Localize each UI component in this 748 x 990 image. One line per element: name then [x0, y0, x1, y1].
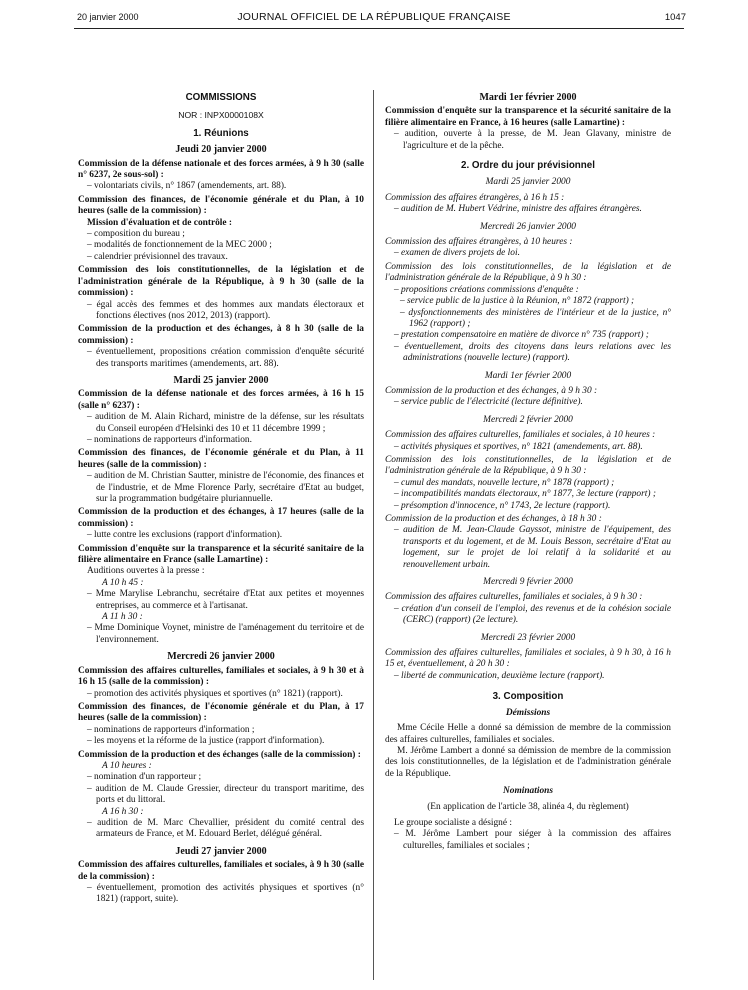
agenda-item: – activités physiques et sportives, n° 1821 (amendements, art. 88).	[385, 442, 671, 453]
commission-entry: Commission des affaires culturelles, familiales et sociales, à 9 h 30 :	[385, 592, 643, 603]
time-label: A 10 h 45 :	[102, 577, 144, 588]
agenda-item: – éventuellement, propositions création commission d'enquête sécurité des transports maritimes (amendements, art. 88).	[78, 347, 364, 370]
nomination-item: – M. Jérôme Lambert pour siéger à la commission des affaires culturelles, familiales et sociales ;	[385, 829, 671, 852]
commission-entry: Commission de la défense nationale et des forces armées, à 16 h 15 (salle n° 6237) :	[78, 389, 364, 411]
agenda-subitem: – service public de la justice à la Réunion, n° 1872 (rapport) ;	[385, 296, 671, 307]
commission-entry: Commission de la production et des échanges, à 18 h 30 :	[385, 514, 602, 524]
commission-entry: Commission de la production et des échanges, à 17 heures (salle de la commission) :	[78, 507, 364, 529]
commission-entry: Commission de la production et des échanges, à 9 h 30 :	[385, 385, 598, 396]
day-heading: Mercredi 26 janvier 2000	[167, 651, 275, 663]
agenda-item: – modalités de fonctionnement de la MEC 2000 ;	[78, 240, 364, 251]
agenda-item: – audition de M. Alain Richard, ministre de la défense, sur les résultats du Conseil européen d'Helsinki des 10 et 11 décembre 1999 ;	[78, 412, 364, 435]
mission-heading: Mission d'évaluation et de contrôle :	[87, 217, 233, 228]
commission-entry: Commission des affaires culturelles, familiales et sociales, à 10 heures :	[385, 430, 656, 441]
agenda-item: – nominations de rapporteurs d'information.	[78, 435, 364, 446]
day-heading: Mercredi 23 février 2000	[480, 632, 576, 643]
agenda-item: – les moyens et la réforme de la justice (rapport d'information).	[78, 736, 364, 747]
header-page-number: 1047	[664, 12, 686, 23]
agenda-item: – propositions créations commissions d'enquête :	[385, 285, 671, 296]
commission-entry: Commission de la défense nationale et des forces armées, à 9 h 30 (salle n° 6237, 2e sous-sol) :	[78, 158, 364, 181]
header-journal-title: JOURNAL OFFICIEL DE LA RÉPUBLIQUE FRANÇAISE	[237, 11, 511, 23]
demission-paragraph: M. Jérôme Lambert a donné sa démission de membre de la commission des lois constitutionnelles, de la législation et de l'administration générale de la République.	[385, 745, 671, 779]
commission-entry: Commission des affaires étrangères, à 16 h 15 :	[385, 192, 565, 203]
day-heading: Mardi 25 janvier 2000	[485, 177, 571, 188]
agenda-subitem: – dysfonctionnements des ministères de l'intérieur et de la justice, n° 1962 (rapport) ;	[385, 308, 671, 331]
agenda-item: – audition de M. Christian Sautter, ministre de l'économie, des finances et de l'industrie, et de Mme Florence Parly, secrétaire d'Etat au budget, sur la programmation budgétaire pluriannuelle.	[78, 471, 364, 505]
agenda-item: – prestation compensatoire en matière de divorce n° 735 (rapport) ;	[385, 330, 671, 341]
time-label: A 11 h 30 :	[102, 612, 143, 623]
day-heading: Jeudi 27 janvier 2000	[175, 845, 267, 857]
commission-entry: Commission des lois constitutionnelles, de la législation et de l'administration générale de la République, à 9 h 30 :	[385, 261, 671, 284]
commission-entry: Commission des affaires culturelles, familiales et sociales, à 9 h 30 et à 16 h 15 (salle de la commission) :	[78, 665, 364, 688]
commissions-heading: COMMISSIONS	[185, 92, 257, 103]
nominations-group: Le groupe socialiste a désigné :	[394, 817, 512, 828]
time-label: A 16 h 30 :	[102, 806, 144, 817]
agenda-item: – calendrier prévisionnel des travaux.	[78, 252, 364, 263]
left-column	[78, 92, 364, 906]
day-heading: Jeudi 20 janvier 2000	[175, 144, 267, 156]
agenda-item: – audition de M. Jean-Claude Gayssot, ministre de l'équipement, des transports et du logement, et de M. Louis Besson, secrétaire d'Etat au logement, sur le projet de loi relatif à la solidarité et au renouvellement urbain.	[385, 525, 671, 571]
section-composition: 3. Composition	[492, 691, 564, 703]
nominations-heading: Nominations	[502, 786, 553, 797]
agenda-item: – volontariats civils, n° 1867 (amendements, art. 88).	[78, 181, 364, 192]
commission-entry: Commission des lois constitutionnelles, de la législation et de l'administration générale de la République, à 9 h 30 :	[385, 454, 671, 477]
agenda-item: – examen de divers projets de loi.	[385, 248, 671, 259]
day-heading: Mercredi 2 février 2000	[483, 414, 573, 425]
agenda-item: – éventuellement, promotion des activités physiques et sportives (n° 1821) (rapport, suite).	[78, 883, 364, 906]
day-heading: Mercredi 26 janvier 2000	[480, 221, 576, 232]
demissions-heading: Démissions	[505, 707, 551, 718]
commission-entry: Commission des affaires étrangères, à 10 heures :	[385, 237, 573, 248]
commission-entry: Commission des finances, de l'économie générale et du Plan, à 10 heures (salle de la commission) :	[78, 194, 364, 217]
right-column	[385, 92, 671, 852]
demission-paragraph: Mme Cécile Helle a donné sa démission de membre de la commission des affaires culturelles, familiales et sociales.	[385, 723, 671, 745]
commission-entry: Commission des lois constitutionnelles, de la législation et de l'administration générale de la République, à 9 h 30 (salle de la commission) :	[78, 265, 364, 299]
agenda-item: – cumul des mandats, nouvelle lecture, n° 1878 (rapport) ;	[385, 478, 671, 489]
agenda-item: – présomption d'innocence, n° 1743, 2e lecture (rapport).	[385, 501, 671, 512]
agenda-item: – éventuellement, droits des citoyens dans leurs relations avec les administrations (nouvelle lecture) (rapport).	[385, 342, 671, 365]
commission-entry: Commission d'enquête sur la transparence et la sécurité sanitaire de la filière alimentaire en France, à 16 heures (salle Lamartine) :	[385, 106, 671, 128]
day-heading: Mardi 25 janvier 2000	[173, 374, 269, 386]
agenda-item: – Mme Marylise Lebranchu, secrétaire d'Etat aux petites et moyennes entreprises, au commerce et à l'artisanat.	[78, 589, 364, 612]
agenda-item: – audition de M. Claude Gressier, directeur du transport maritime, des ports et du littoral.	[78, 784, 364, 807]
agenda-item: – Mme Dominique Voynet, ministre de l'aménagement du territoire et de l'environnement.	[78, 623, 364, 646]
page-header	[0, 8, 748, 28]
agenda-item: – égal accès des femmes et des hommes aux mandats électoraux et fonctions électives (nos 2012, 2013) (rapport).	[78, 300, 364, 323]
agenda-item: – création d'un conseil de l'emploi, des revenus et de la cohésion sociale (CERC) (rapport) (2e lecture).	[385, 604, 671, 627]
commission-entry: Commission des affaires culturelles, familiales et sociales, à 9 h 30 (salle de la commission) :	[78, 860, 364, 882]
agenda-item: – audition de M. Marc Chevallier, président du comité central des armateurs de France, et M. Edouard Berlet, délégué général.	[78, 818, 364, 841]
commission-entry: Commission des finances, de l'économie générale et du Plan, à 17 heures (salle de la commission) :	[78, 701, 364, 724]
commission-entry: Commission de la production et des échanges (salle de la commission) :	[78, 749, 361, 760]
commission-entry: Commission des affaires culturelles, familiales et sociales, à 9 h 30, à 16 h 15 et, éventuellement, à 20 h 30 :	[385, 648, 671, 670]
agenda-item: – nomination d'un rapporteur ;	[78, 772, 364, 783]
auditions-note: Auditions ouvertes à la presse :	[87, 566, 205, 577]
agenda-item: – promotion des activités physiques et sportives (n° 1821) (rapport).	[78, 689, 364, 700]
commission-entry: Commission d'enquête sur la transparence et la sécurité sanitaire de la filière alimentaire en France (salle Lamartine) :	[78, 543, 364, 566]
agenda-item: – incompatibilités mandats électoraux, n° 1877, 3e lecture (rapport) ;	[385, 489, 671, 500]
day-heading: Mardi 1er février 2000	[484, 370, 572, 381]
agenda-item: – lutte contre les exclusions (rapport d'information).	[78, 530, 364, 541]
section-ordre-du-jour: 2. Ordre du jour prévisionnel	[461, 160, 595, 172]
time-label: A 10 heures :	[102, 760, 152, 771]
day-heading: Mardi 1er février 2000	[479, 92, 577, 103]
agenda-item: – liberté de communication, deuxième lecture (rapport).	[385, 671, 671, 682]
header-rule	[74, 28, 684, 29]
agenda-item: – audition, ouverte à la presse, de M. Jean Glavany, ministre de l'agriculture et de la pêche.	[385, 129, 671, 152]
nominations-reference: (En application de l'article 38, alinéa 4, du règlement)	[427, 801, 629, 812]
column-divider	[373, 90, 374, 980]
agenda-item: – service public de l'électricité (lecture définitive).	[385, 397, 671, 408]
agenda-item: – audition de M. Hubert Védrine, ministre des affaires étrangères.	[385, 204, 671, 215]
nor-reference: NOR : INPX0000108X	[178, 110, 264, 121]
agenda-item: – nominations de rapporteurs d'information ;	[78, 725, 364, 736]
section-reunions: 1. Réunions	[193, 127, 249, 139]
header-date: 20 janvier 2000	[77, 12, 139, 22]
agenda-item: – composition du bureau ;	[78, 229, 364, 240]
commission-entry: Commission des finances, de l'économie générale et du Plan, à 11 heures (salle de la commission) :	[78, 448, 364, 470]
day-heading: Mercredi 9 février 2000	[483, 577, 573, 588]
commission-entry: Commission de la production et des échanges, à 8 h 30 (salle de la commission) :	[78, 324, 364, 346]
